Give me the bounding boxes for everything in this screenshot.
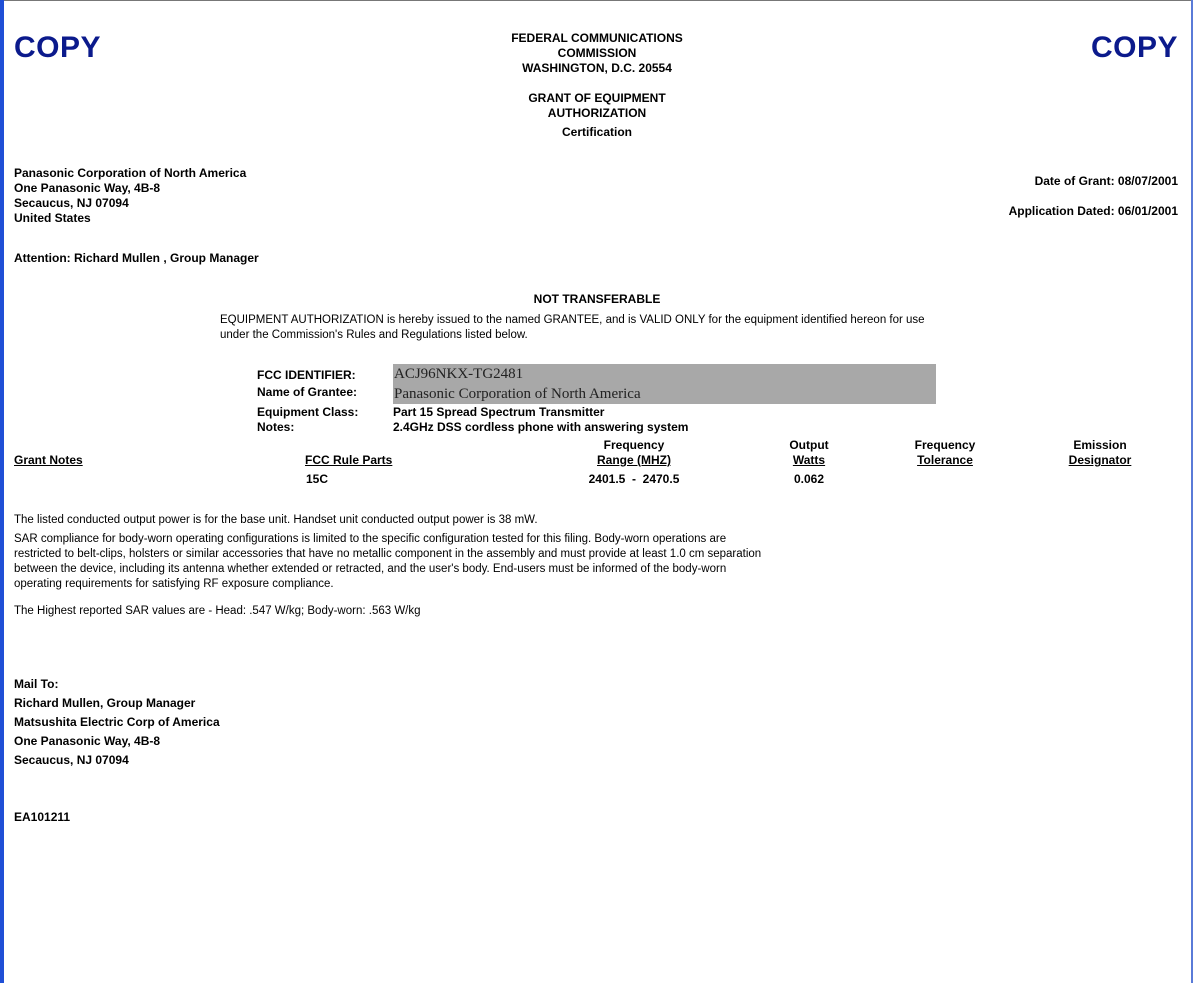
mail-to-line-4: Secaucus, NJ 07094 [14,753,129,767]
agency-line-3: WASHINGTON, D.C. 20554 [522,61,672,75]
frequency-header-bottom: Range (MHZ) [597,453,671,467]
rule-part-cell: 15C [306,472,329,486]
fcc-identifier-label: FCC IDENTIFIER: [257,368,356,382]
grantee-city: Secaucus, NJ 07094 [14,196,129,210]
watts-cell: 0.062 [793,472,825,486]
left-border [0,0,4,983]
certification-label: Certification [561,125,632,139]
remark-sar-line-1: SAR compliance for body-worn operating configurations is limited to the specific configuration tested for this filing. Body-worn operations are [14,533,727,545]
emission-header-top: Emission [1073,438,1127,452]
copy-stamp-right: COPY [1091,31,1179,64]
date-of-grant: Date of Grant: 08/07/2001 [1034,174,1178,188]
agency-line-1: FEDERAL COMMUNICATIONS [511,31,683,45]
fcc-identifier-value: ACJ96NKX-TG2481 [394,366,524,382]
reference-code: EA101211 [14,810,71,824]
grantee-street: One Panasonic Way, 4B-8 [14,181,161,195]
top-border [0,0,1193,1]
authorization-text-line-1: EQUIPMENT AUTHORIZATION is hereby issued to the named GRANTEE, and is VALID ONLY for the equipment identified hereon for use [220,314,925,326]
notes-value: 2.4GHz DSS cordless phone with answering system [393,420,689,434]
mail-to-label: Mail To: [14,677,59,691]
mail-to-line-2: Matsushita Electric Corp of America [14,715,220,729]
frequency-header-top: Frequency [603,438,665,452]
mail-to-line-3: One Panasonic Way, 4B-8 [14,734,161,748]
rule-parts-header: FCC Rule Parts [305,453,393,467]
remark-sar-line-4: operating requirements for satisfying RF exposure compliance. [14,578,334,590]
emission-header-bottom: Designator [1068,453,1132,467]
application-dated: Application Dated: 06/01/2001 [1008,204,1178,218]
copy-stamp-left: COPY [14,31,102,64]
grantee-label: Name of Grantee: [257,385,358,399]
grantee-name: Panasonic Corporation of North America [14,166,247,180]
output-header-bottom: Watts [792,453,826,467]
authorization-text-line-2: under the Commission's Rules and Regulations listed below. [220,329,528,341]
remark-sar-line-2: restricted to belt-clips, holsters or similar accessories that have no metallic component in the assembly and must provide at least 1.0 cm separation [14,548,762,560]
grant-title-line-1: GRANT OF EQUIPMENT [528,91,666,105]
not-transferable-heading: NOT TRANSFERABLE [533,292,661,306]
output-header-top: Output [789,438,829,452]
remark-sar-line-3: between the device, including its antenna whether extended or retracted, and the user's body. End-users must be informed of the body-worn [14,563,727,575]
tolerance-header-bottom: Tolerance [917,453,973,467]
tolerance-header-top: Frequency [914,438,976,452]
attention-line: Attention: Richard Mullen , Group Manager [14,251,259,265]
frequency-range-cell: 2401.5 - 2470.5 [588,472,680,486]
grant-notes-header: Grant Notes [14,453,83,467]
remark-highest-sar: The Highest reported SAR values are - Head: .547 W/kg; Body-worn: .563 W/kg [14,605,421,617]
notes-label: Notes: [257,420,295,434]
grant-title-line-2: AUTHORIZATION [547,106,647,120]
grantee-country: United States [14,211,91,225]
remark-output-power: The listed conducted output power is for the base unit. Handset unit conducted output power is 38 mW. [14,514,538,526]
agency-line-2: COMMISSION [557,46,637,60]
grantee-value: Panasonic Corporation of North America [394,386,641,402]
equipment-class-value: Part 15 Spread Spectrum Transmitter [393,405,605,419]
mail-to-line-1: Richard Mullen, Group Manager [14,696,196,710]
equipment-class-label: Equipment Class: [257,405,359,419]
